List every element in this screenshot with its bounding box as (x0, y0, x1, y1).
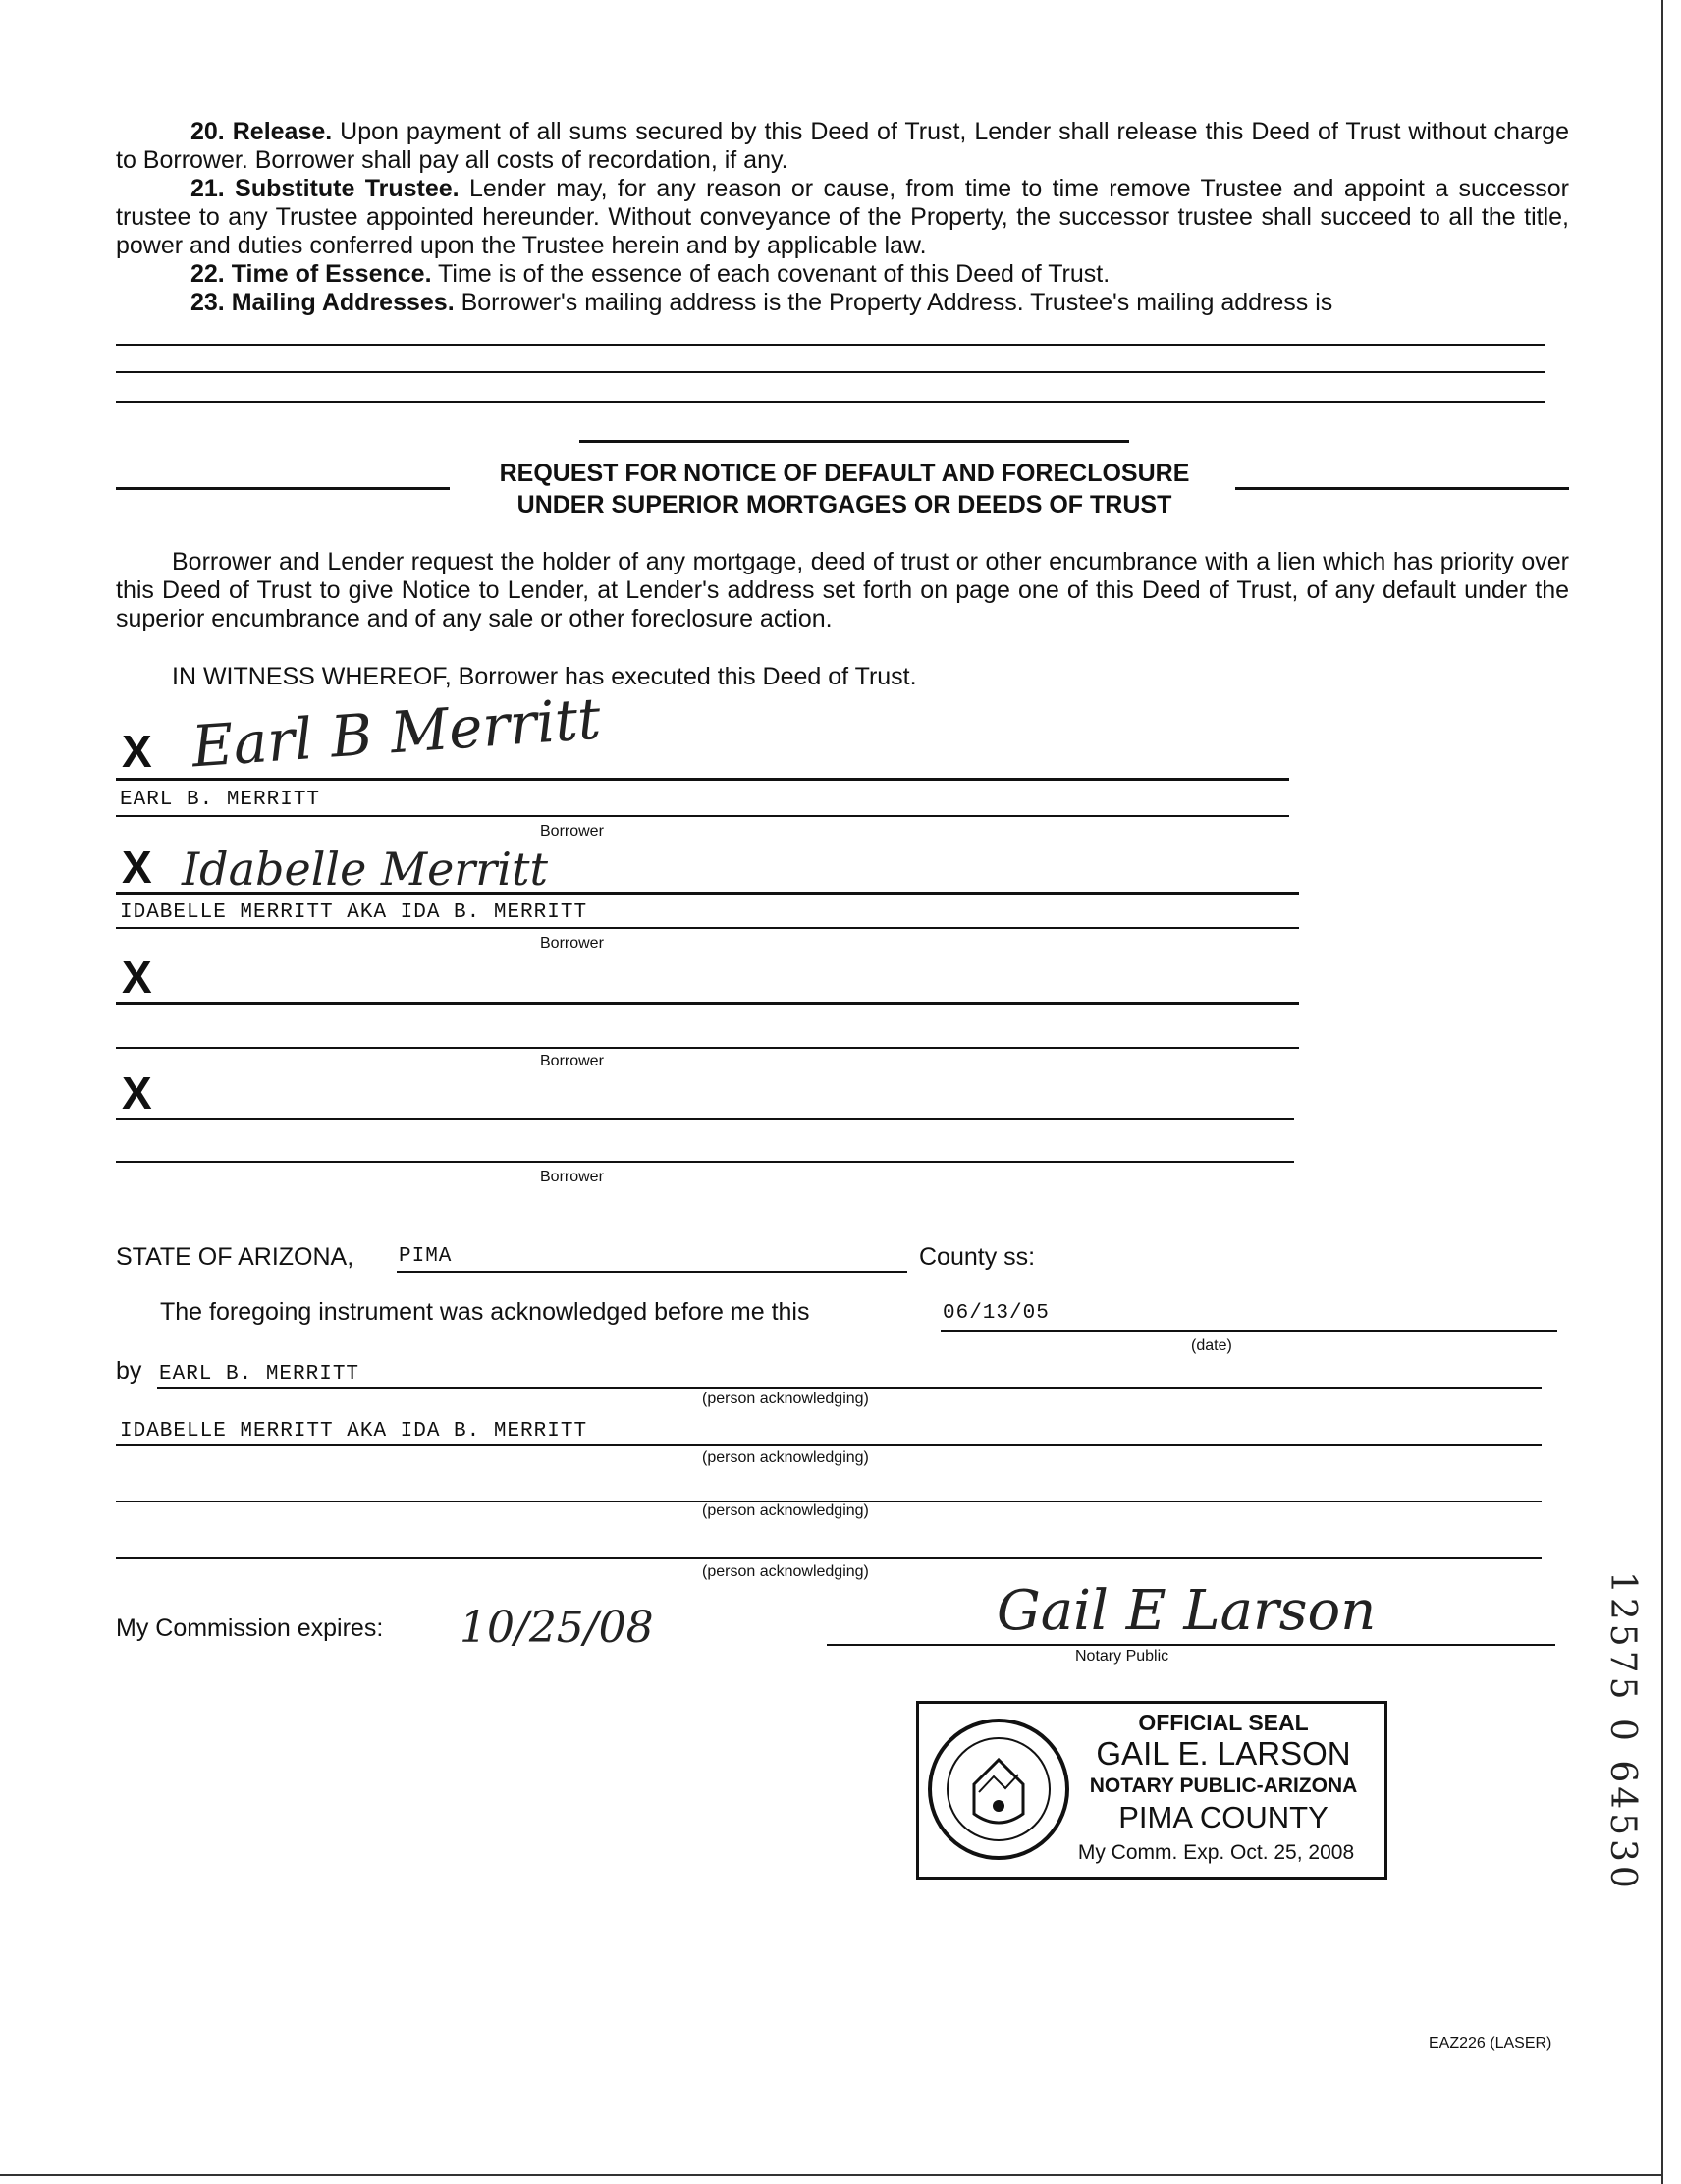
clause-number: 20. (190, 118, 225, 145)
name-line (116, 1161, 1294, 1163)
signature-mark: X (122, 1067, 152, 1119)
person-1: EARL B. MERRITT (159, 1363, 360, 1386)
signature-mark: X (122, 726, 152, 777)
notary-label: Notary Public (1075, 1648, 1169, 1665)
clause-text: Time is of the essence of each covenant of this Deed of Trust. (438, 260, 1111, 288)
person-label: (person acknowledging) (702, 1502, 869, 1519)
clause-23 (116, 289, 1569, 317)
ack-text: The foregoing instrument was acknowledged before me this (160, 1298, 810, 1326)
ack-date: 06/13/05 (943, 1302, 1050, 1325)
recording-number-stamp: 12575 0 64530 (1602, 1571, 1643, 1892)
form-code: EAZ226 (LASER) (1429, 2035, 1552, 2051)
signature-line (116, 892, 1299, 895)
county-value: PIMA (399, 1245, 453, 1268)
clause-number: 21. (190, 175, 225, 202)
borrower-label: Borrower (540, 1169, 604, 1185)
clause-title: Release. (232, 118, 333, 145)
clause-text: Borrower's mailing address is the Property Address. Trustee's mailing address is (461, 289, 1333, 316)
clause-number: 22. (190, 260, 225, 288)
notary-signature: Gail E Larson (997, 1579, 1377, 1643)
clause-20 (116, 118, 1569, 175)
clause-title: Substitute Trustee. (235, 175, 460, 202)
seal-title: OFFICIAL SEAL (1138, 1710, 1309, 1735)
arizona-seal-emblem-icon (925, 1716, 1072, 1863)
seal-county: PIMA COUNTY (1118, 1800, 1329, 1834)
heading-rule (579, 440, 1129, 443)
signature-line (116, 1002, 1299, 1005)
signature-mark: X (122, 842, 152, 893)
clause-title: Time of Essence. (231, 260, 432, 288)
request-heading-line2: UNDER SUPERIOR MORTGAGES OR DEEDS OF TRUST (516, 491, 1172, 519)
commission-date: 10/25/08 (460, 1603, 654, 1653)
borrower-1-name: EARL B. MERRITT (120, 789, 321, 811)
person-2: IDABELLE MERRITT AKA IDA B. MERRITT (120, 1420, 588, 1443)
person-label: (person acknowledging) (702, 1391, 869, 1407)
state-label: STATE OF ARIZONA, (116, 1243, 354, 1271)
borrower-2-signature: Idabelle Merritt (182, 843, 548, 896)
clause-title: Mailing Addresses. (231, 289, 455, 316)
borrower-label: Borrower (540, 1053, 604, 1069)
request-heading-line1: REQUEST FOR NOTICE OF DEFAULT AND FORECLOSURE (499, 460, 1190, 487)
borrower-1-signature: Earl B Merritt (190, 684, 603, 781)
date-label: (date) (1191, 1338, 1232, 1354)
person-label: (person acknowledging) (702, 1563, 869, 1580)
clause-number: 23. (190, 289, 225, 316)
official-seal (916, 1701, 1387, 1880)
signature-line (116, 1118, 1294, 1120)
request-body: Borrower and Lender request the holder of any mortgage, deed of trust or other encumbrance with a lien which has priority over this Deed of Trust to give Notice to Lender, at Lender's address set forth on page one of this Deed of Trust, of any default under the superior encumbrance and of any sale or other foreclosure action. (116, 548, 1569, 632)
clause-21 (116, 175, 1569, 260)
clauses-block (116, 118, 1569, 317)
clause-22 (116, 260, 1569, 289)
signature-mark: X (122, 952, 152, 1003)
seal-commission: My Comm. Exp. Oct. 25, 2008 (1077, 1841, 1355, 1864)
clause-text: Lender may, for any reason or cause, from time to time remove Trustee and appoint a successor trustee to any Trustee appointed hereunder. Without conveyance of the Property, the successor trustee shall succeed to all the title, power and duties conferred upon the Trustee herein and by applicable law. (116, 175, 1570, 259)
borrower-2-name: IDABELLE MERRITT AKA IDA B. MERRITT (120, 901, 588, 924)
borrower-label: Borrower (540, 823, 604, 840)
name-line (116, 927, 1299, 929)
name-line (116, 815, 1289, 817)
date-line (941, 1330, 1557, 1332)
name-line (116, 1047, 1299, 1049)
commission-label: My Commission expires: (116, 1614, 384, 1642)
county-ss-label: County ss: (919, 1243, 1036, 1271)
trustee-address-line (116, 344, 1545, 346)
borrower-label: Borrower (540, 935, 604, 952)
notary-signature-line (827, 1644, 1555, 1646)
clause-text: Upon payment of all sums secured by this Deed of Trust, Lender shall release this Deed of Trust without charge to Borrower. Borrower shall pay all costs of recordation, if any. (116, 118, 1569, 174)
heading-rule-left (116, 487, 450, 490)
person-line (157, 1387, 1542, 1389)
county-line (397, 1271, 907, 1273)
heading-rule-right (1235, 487, 1569, 490)
seal-notary-name: GAIL E. LARSON (1096, 1735, 1351, 1772)
by-label: by (116, 1357, 142, 1385)
witness-statement: IN WITNESS WHEREOF, Borrower has executed this Deed of Trust. (172, 663, 917, 690)
trustee-address-line (116, 371, 1545, 373)
seal-notary-state: NOTARY PUBLIC-ARIZONA (1089, 1774, 1358, 1797)
person-label: (person acknowledging) (702, 1449, 869, 1466)
scan-edge (1661, 0, 1663, 2184)
signature-line (116, 778, 1289, 781)
person-line (116, 1557, 1542, 1559)
scan-edge-bottom (0, 2174, 1663, 2176)
trustee-address-line (116, 401, 1545, 403)
person-line (116, 1444, 1542, 1446)
